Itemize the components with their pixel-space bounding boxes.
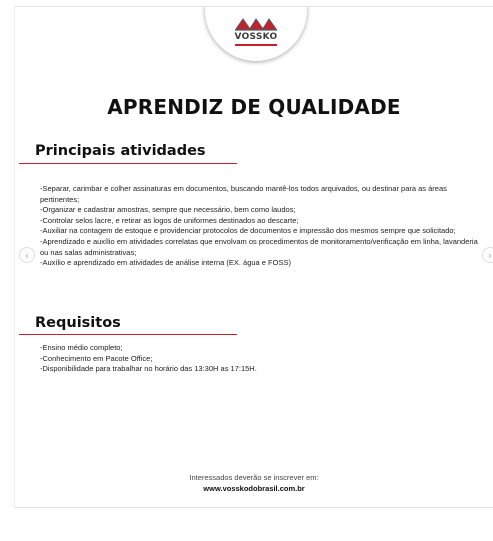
footer-url: www.vosskodobrasil.com.br (203, 484, 305, 493)
list-item: -Auxiliar na contagem de estoque e providenciar protocolos de documentos e impressão dos mesmos sempre que solicitado; (40, 226, 456, 236)
activities-list (40, 184, 480, 269)
vossko-logo-icon (235, 17, 277, 31)
logo-badge (205, 6, 307, 61)
list-item: -Conhecimento em Pacote Office; (40, 353, 153, 363)
activities-heading: Principais atividades (35, 143, 206, 159)
list-item: -Ensino médio completo; (40, 343, 123, 352)
list-item: -Aprendizado e auxílio em atividades correlatas que envolvam os procedimentos de monitoramento/verificação em linha, lavanderia ou nas salas administrativas; (40, 236, 478, 257)
requirements-heading: Requisitos (35, 315, 121, 331)
footer-instructions: Interessados deverão se inscrever em: (189, 473, 319, 482)
chevron-left-icon[interactable]: ‹ (19, 247, 35, 263)
list-item: -Disponibilidade para trabalhar no horário das 13:30H as 17:15H. (40, 364, 257, 374)
list-item: -Organizar e cadastrar amostras, sempre que necessário, bem como laudos; (40, 205, 296, 215)
page-title: APRENDIZ DE QUALIDADE (107, 95, 401, 119)
job-post-image (14, 6, 493, 508)
logo-underline (235, 44, 277, 46)
requirements-list (40, 343, 480, 375)
list-item: -Auxílio e aprendizado em atividades de análise interna (EX. água e FOSS) (40, 258, 291, 268)
logo-text: VOSSKO (234, 32, 278, 42)
chevron-right-icon[interactable]: › (482, 247, 493, 263)
list-item: -Separar, carimbar e colher assinaturas em documentos, buscando mantê-los todos arquivados, ou destinar para as áreas pertinentes; (40, 184, 447, 204)
requirements-rule (19, 334, 237, 335)
activities-rule (19, 163, 237, 164)
list-item: -Controlar selos lacre, e retirar as logos de uniformes destinados ao descarte; (40, 215, 299, 225)
